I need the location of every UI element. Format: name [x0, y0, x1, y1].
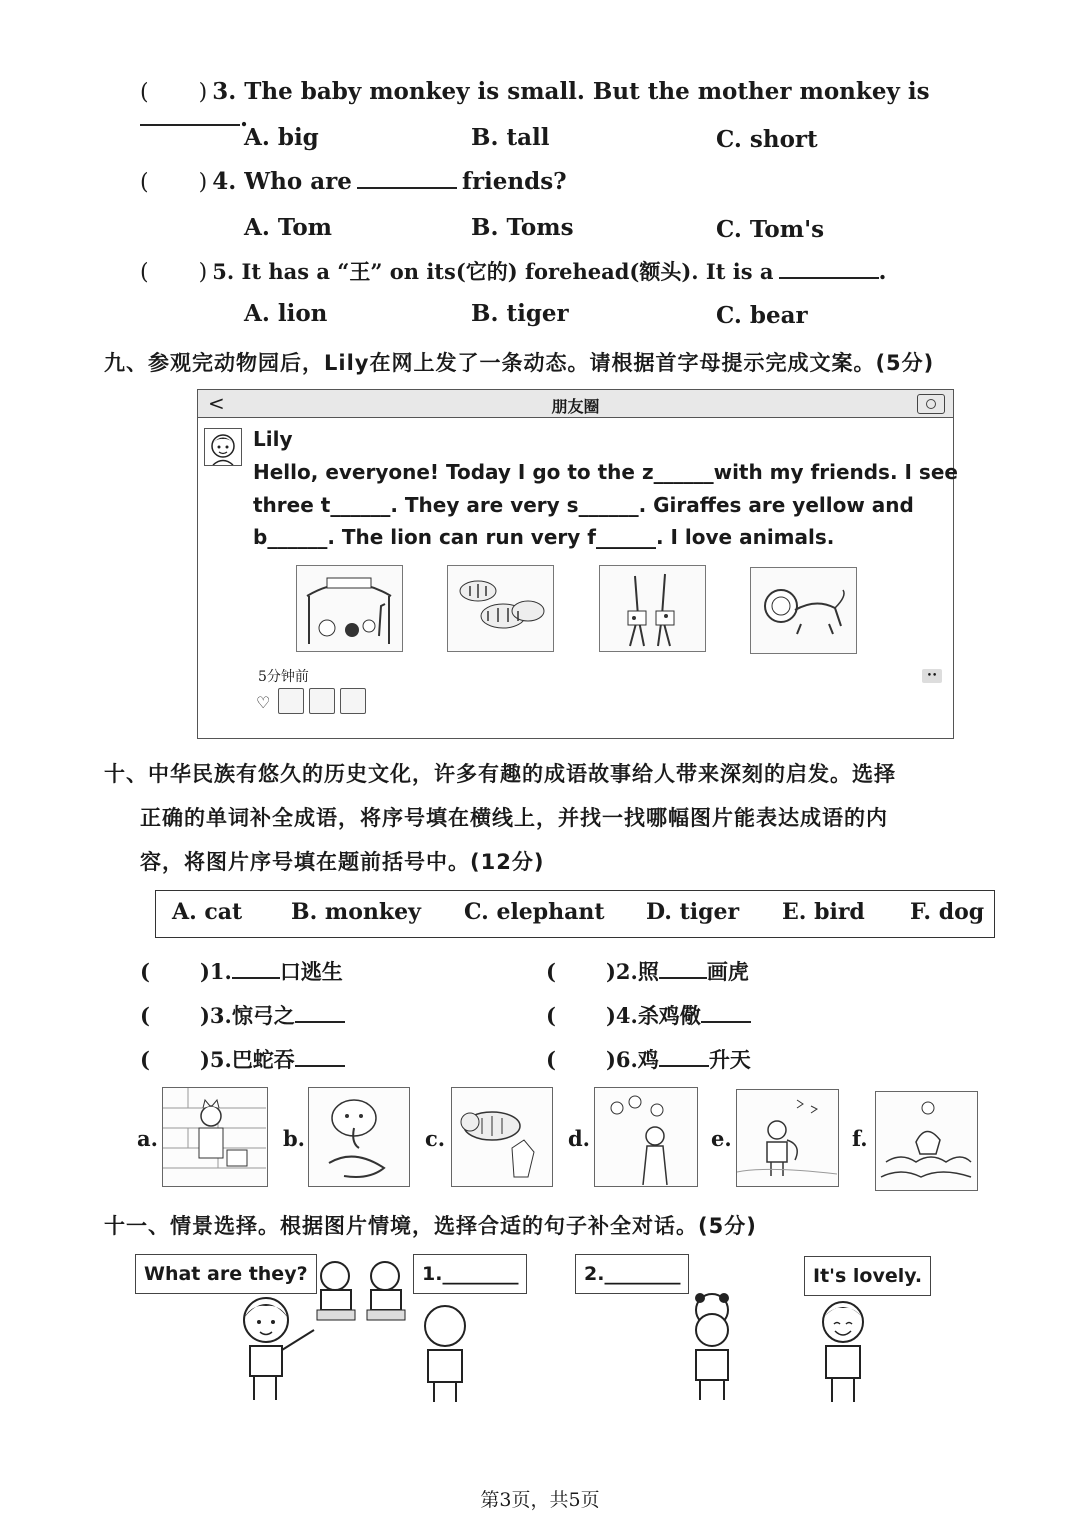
option-4a[interactable]: A. Tom: [244, 214, 333, 241]
idiom-3: ( )3.惊弓之: [140, 1000, 345, 1030]
idiom-paren-1[interactable]: ( ): [140, 959, 210, 984]
idiom-1: ( )1. 口逃生: [140, 959, 343, 984]
option-3a[interactable]: A. big: [244, 124, 319, 151]
section-10-title-2: 正确的单词补全成语，将序号填在横线上，并找一找哪幅图片能表达成语的内: [140, 806, 888, 830]
idiom-paren-5[interactable]: ( ): [140, 1047, 210, 1072]
option-5a[interactable]: A. lion: [244, 300, 328, 327]
idiom-6: ( )6.鸡 升天: [546, 1047, 751, 1072]
moments-header: [198, 390, 953, 418]
back-icon[interactable]: <: [208, 391, 225, 415]
option-5c[interactable]: C. bear: [716, 302, 808, 329]
word-bank: [155, 890, 995, 938]
idiom-paren-2[interactable]: ( ): [546, 959, 616, 984]
bubble-what-are-they: What are they?: [135, 1254, 317, 1294]
user-name: Lily: [253, 427, 293, 451]
moments-card: [197, 389, 958, 739]
more-button[interactable]: ••: [922, 669, 942, 683]
bubble-blank-2[interactable]: 2.________: [575, 1254, 689, 1294]
picture-d[interactable]: [594, 1087, 698, 1187]
picture-label-f: f.: [852, 1126, 868, 1151]
picture-label-d: d.: [568, 1126, 590, 1151]
option-4b[interactable]: B. Toms: [471, 214, 574, 241]
girl-character: [230, 1290, 320, 1402]
picture-label-b: b.: [283, 1126, 305, 1151]
picture-c[interactable]: [451, 1087, 553, 1187]
answer-blank-4[interactable]: [357, 187, 457, 189]
picture-label-e: e.: [711, 1126, 732, 1151]
moments-title: 朋友圈: [551, 397, 600, 416]
idiom-blank-1[interactable]: [232, 977, 280, 979]
question-3: ( ) 3. The baby monkey is small. But the mother monkey is .: [140, 78, 930, 132]
picture-label-c: c.: [425, 1126, 446, 1151]
bubble-blank-1[interactable]: 1.________: [413, 1254, 527, 1294]
avatar: [204, 428, 242, 466]
answer-paren-5[interactable]: ( ): [140, 260, 208, 285]
picture-b[interactable]: [308, 1087, 410, 1187]
word-option-d[interactable]: D. tiger: [646, 899, 740, 925]
boy-smiling-character: [808, 1296, 878, 1404]
word-option-c[interactable]: C. elephant: [464, 899, 605, 925]
answer-blank-5[interactable]: [779, 277, 879, 279]
camera-icon[interactable]: [917, 394, 945, 414]
post-line-2: three t______. They are very s______. Giraffes are yellow and: [253, 493, 914, 517]
boy-back-character: [410, 1300, 480, 1402]
section-10-title-1: 十、中华民族有悠久的历史文化，许多有趣的成语故事给人带来深刻的启发。选择: [104, 762, 896, 786]
post-line-1: Hello, everyone! Today I go to the z______with my friends. I see: [253, 460, 958, 484]
giraffes-photo[interactable]: [599, 565, 706, 652]
zoo-photo[interactable]: [296, 565, 403, 652]
answer-blank-3[interactable]: [140, 124, 240, 126]
word-option-e[interactable]: E. bird: [782, 899, 865, 925]
idiom-blank-2[interactable]: [659, 977, 707, 979]
idiom-4: ( )4.杀鸡儆: [546, 1000, 751, 1030]
liker-avatar-1[interactable]: [278, 688, 304, 714]
page-footer: 第3页，共5页: [480, 1489, 600, 1511]
idiom-blank-5[interactable]: [295, 1065, 345, 1067]
option-3c[interactable]: C. short: [716, 126, 818, 153]
answer-paren-4[interactable]: ( ): [140, 170, 208, 195]
idiom-5: ( )5.巴蛇吞: [140, 1044, 345, 1074]
section-11-title: 十一、情景选择。根据图片情境，选择合适的句子补全对话。(5分): [104, 1214, 757, 1238]
idiom-paren-4[interactable]: ( ): [546, 1003, 616, 1028]
bubble-its-lovely: It's lovely.: [804, 1256, 931, 1296]
word-option-b[interactable]: B. monkey: [291, 899, 421, 925]
option-5b[interactable]: B. tiger: [471, 300, 569, 327]
picture-e[interactable]: [736, 1089, 839, 1187]
stone-lions: [313, 1256, 409, 1326]
idiom-blank-6[interactable]: [659, 1065, 709, 1067]
post-line-3: b______. The lion can run very f______. I love animals.: [253, 525, 835, 549]
idiom-2: ( )2.照 画虎: [546, 959, 749, 984]
section-9-title: 九、参观完动物园后，Lily在网上发了一条动态。请根据首字母提示完成文案。(5分): [104, 351, 935, 375]
idiom-blank-4[interactable]: [701, 1021, 751, 1023]
idiom-paren-6[interactable]: ( ): [546, 1047, 616, 1072]
word-option-f[interactable]: F. dog: [910, 899, 985, 925]
question-5: ( ) 5. It has a “王” on its(它的) forehead(额头). It is a .: [140, 258, 887, 285]
idiom-blank-3[interactable]: [295, 1021, 345, 1023]
liker-avatar-3[interactable]: [340, 688, 366, 714]
answer-paren-3[interactable]: ( ): [140, 80, 208, 105]
picture-f[interactable]: [875, 1091, 978, 1191]
like-icon[interactable]: ♡: [256, 693, 271, 712]
section-10-title-3: 容，将图片序号填在题前括号中。(12分): [140, 850, 545, 874]
post-time: 5分钟前: [258, 669, 309, 685]
boy-panda-hat-character: [672, 1290, 752, 1402]
lion-photo[interactable]: [750, 567, 857, 654]
idiom-paren-3[interactable]: ( ): [140, 1003, 210, 1028]
liker-avatar-2[interactable]: [309, 688, 335, 714]
option-3b[interactable]: B. tall: [471, 124, 550, 151]
word-option-a[interactable]: A. cat: [172, 899, 243, 925]
option-4c[interactable]: C. Tom's: [716, 216, 825, 243]
tigers-photo[interactable]: [447, 565, 554, 652]
question-3-stem: 3. The baby monkey is small. But the mother monkey is: [212, 78, 930, 105]
question-4: ( ) 4. Who are friends?: [140, 168, 567, 195]
picture-label-a: a.: [137, 1126, 158, 1151]
picture-a[interactable]: [162, 1087, 268, 1187]
